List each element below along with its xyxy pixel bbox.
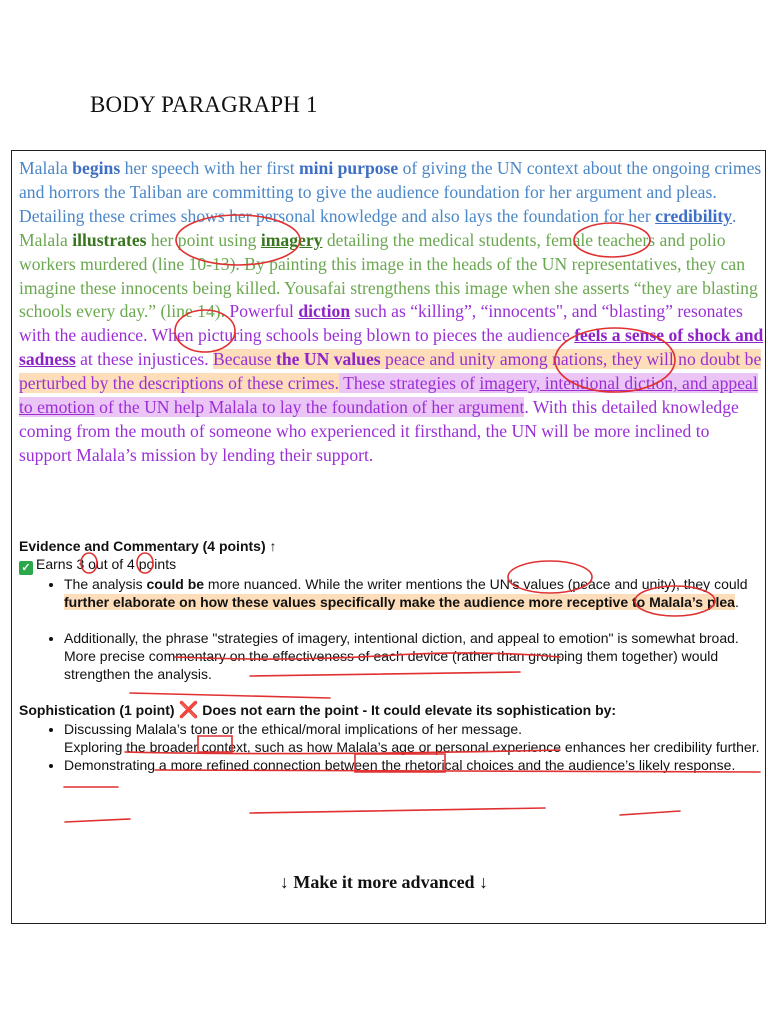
body-paragraph — [19, 157, 764, 468]
text-run: Malala — [19, 158, 73, 178]
text-run: at these injustices. — [75, 349, 214, 370]
make-advanced-prompt: ↓ Make it more advanced ↓ — [279, 872, 489, 892]
text-run: . — [734, 594, 739, 610]
text-run: more nuanced. While the writer mentions the UN's values (peace and unity), they could — [204, 576, 748, 592]
text-run: Does not earn the point - It could elevate its sophistication by: — [198, 702, 617, 718]
earns-text: Earns 3 out of 4 points — [36, 556, 177, 572]
text-run: Sophistication (1 point) — [19, 702, 179, 718]
sentence-context — [19, 158, 761, 226]
keyword-un-values: the UN values — [276, 349, 381, 370]
keyword-shock-sadness: feels a sense of shock and sadness — [19, 325, 764, 370]
sophistication-heading — [19, 701, 764, 720]
text-run: such as “killing”, “innocents", and “blasting” resonates with the audience. When picturing schools being blown to pieces the audience — [19, 301, 743, 346]
evidence-heading: Evidence and Commentary (4 points) ↑ — [19, 538, 277, 554]
list-item — [64, 575, 764, 611]
text-run: . — [732, 205, 737, 226]
text-run: her point using — [146, 229, 261, 250]
text-run: of giving the UN context about the ongoing crimes and horrors the Taliban are committing to give the audience foundation for her argument and pleas. — [19, 158, 762, 202]
page-title: BODY PARAGRAPH 1 — [90, 92, 318, 117]
text-run: Exploring the broader context, such as how Malala’s age or personal experience enhances her credibility further. — [64, 739, 760, 755]
text-run: The analysis — [64, 576, 147, 592]
text-run: Because — [213, 349, 277, 370]
text-run: detailing the medical students, female teachers and polio workers murdered (line 10-13). By painting this image in the heads of the UN representatives, they can imagine these innocents being killed. Yousafai strengthens this image when she asserts “they are blasting schools every day.” (line 14). — [19, 229, 758, 322]
cross-icon: ❌ — [178, 702, 199, 719]
evaluation-section — [19, 537, 764, 774]
text-run: could be — [146, 576, 205, 592]
text-run: These strategies of — [339, 373, 480, 394]
earns-line — [19, 555, 764, 575]
sophistication-list — [19, 720, 764, 774]
text-run: her speech with her first — [120, 158, 299, 178]
text-run: Malala — [19, 229, 73, 250]
keyword-strategies: imagery, intentional diction, and appeal to emotion — [19, 373, 758, 418]
list-item — [64, 720, 764, 756]
keyword-diction: diction — [298, 301, 351, 322]
text-run: Discussing Malala’s tone or the ethical/moral implications of her message. — [64, 721, 523, 737]
list-item: • Demonstrating a more refined connection between the rhetorical choices and the audience’s likely response. — [64, 756, 764, 774]
keyword-credibility: credibility — [655, 205, 733, 226]
keyword-mini-purpose: mini purpose — [298, 158, 399, 178]
highlighted-suggestion: further elaborate on how these values specifically make the audience more receptive to Malala’s plea — [64, 594, 735, 610]
checkmark-icon: ✓ — [19, 561, 33, 575]
keyword-begins: begins — [72, 158, 121, 178]
text-run: Detailing these crimes shows her personal knowledge and also lays the foundation for her — [19, 205, 656, 226]
text-run: Powerful — [225, 301, 299, 322]
sentence-diction — [19, 301, 763, 464]
spacer — [19, 683, 764, 701]
text-run: of the UN help Malala to lay the foundation of her argument — [94, 397, 525, 418]
keyword-imagery: imagery — [260, 229, 323, 250]
text-run: . With this detailed knowledge coming from the mouth of someone who experienced it firsthand, the UN will be more inclined to support Malala’s mission by lending their support. — [19, 397, 739, 465]
list-item: • Additionally, the phrase "strategies of imagery, intentional diction, and appeal to emotion" is somewhat broad. More precise commentary on the effectiveness of each device (rather than grouping them together) would strengthen the analysis. — [64, 629, 764, 683]
evidence-list — [19, 575, 764, 683]
text-run: peace and unity among nations, they will no doubt be perturbed by the descriptions of these crimes. — [19, 349, 762, 394]
keyword-illustrates: illustrates — [72, 229, 147, 250]
